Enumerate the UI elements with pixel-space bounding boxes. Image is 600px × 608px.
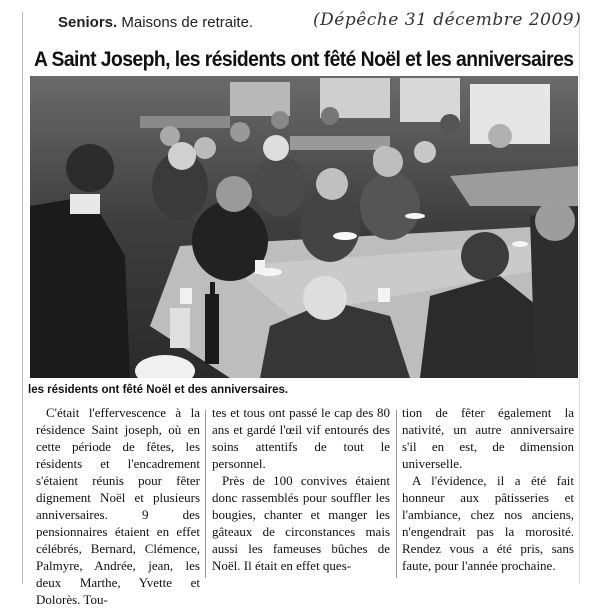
photo-residents-party-icon	[30, 76, 578, 378]
kicker-bold: Seniors.	[58, 14, 118, 31]
column-divider	[396, 410, 397, 578]
handwritten-source-note: (Dépêche 31 décembre 2009)	[313, 10, 582, 30]
photo-caption: les résidents ont fêté Noël et des anniversaires.	[28, 384, 289, 396]
paragraph: tes et tous ont passé le cap des 80 ans et gardé l'œil vif entourés des soins attentifs de tout le personnel.	[212, 405, 390, 471]
article-column-3	[402, 404, 574, 574]
column-divider	[205, 410, 206, 578]
kicker-rest: Maisons de retraite.	[121, 14, 254, 31]
headline: A Saint Joseph, les résidents ont fêté Noël et les anniversaires	[34, 48, 574, 71]
paragraph: tion de fêter également la nativité, un autre anniversaire s'il en est, de dimension universelle.	[402, 405, 574, 471]
article-column-1	[36, 404, 200, 608]
article-photo	[30, 76, 578, 378]
paragraph: A l'évidence, il a été fait honneur aux pâtisseries et l'ambiance, chez nos anciens, n'engendrait pas la morosité. Rendez vous a été pris, sans faute, pour l'année prochaine.	[402, 473, 574, 573]
article-column-2	[212, 404, 390, 574]
paragraph: Près de 100 convives étaient donc rassemblés pour souffler les bougies, chanter et manger les gâteaux de circonstances mais aussi les fameuses bûches de Noël. Il était en effet ques-	[212, 473, 390, 573]
paragraph: C'était l'effervescence à la résidence Saint joseph, où en cette période de fêtes, les résidents et l'encadrement s'étaient réunis pour fêter dignement Noël et plusieurs anniversaires. 9 des pensionnaires étaient en effet célébrés, Bernard, Clémence, Palmyre, Andrée, jean, les deux Marthe, Yvette et Dolorès. Tou-	[36, 405, 200, 607]
section-kicker	[58, 14, 253, 31]
